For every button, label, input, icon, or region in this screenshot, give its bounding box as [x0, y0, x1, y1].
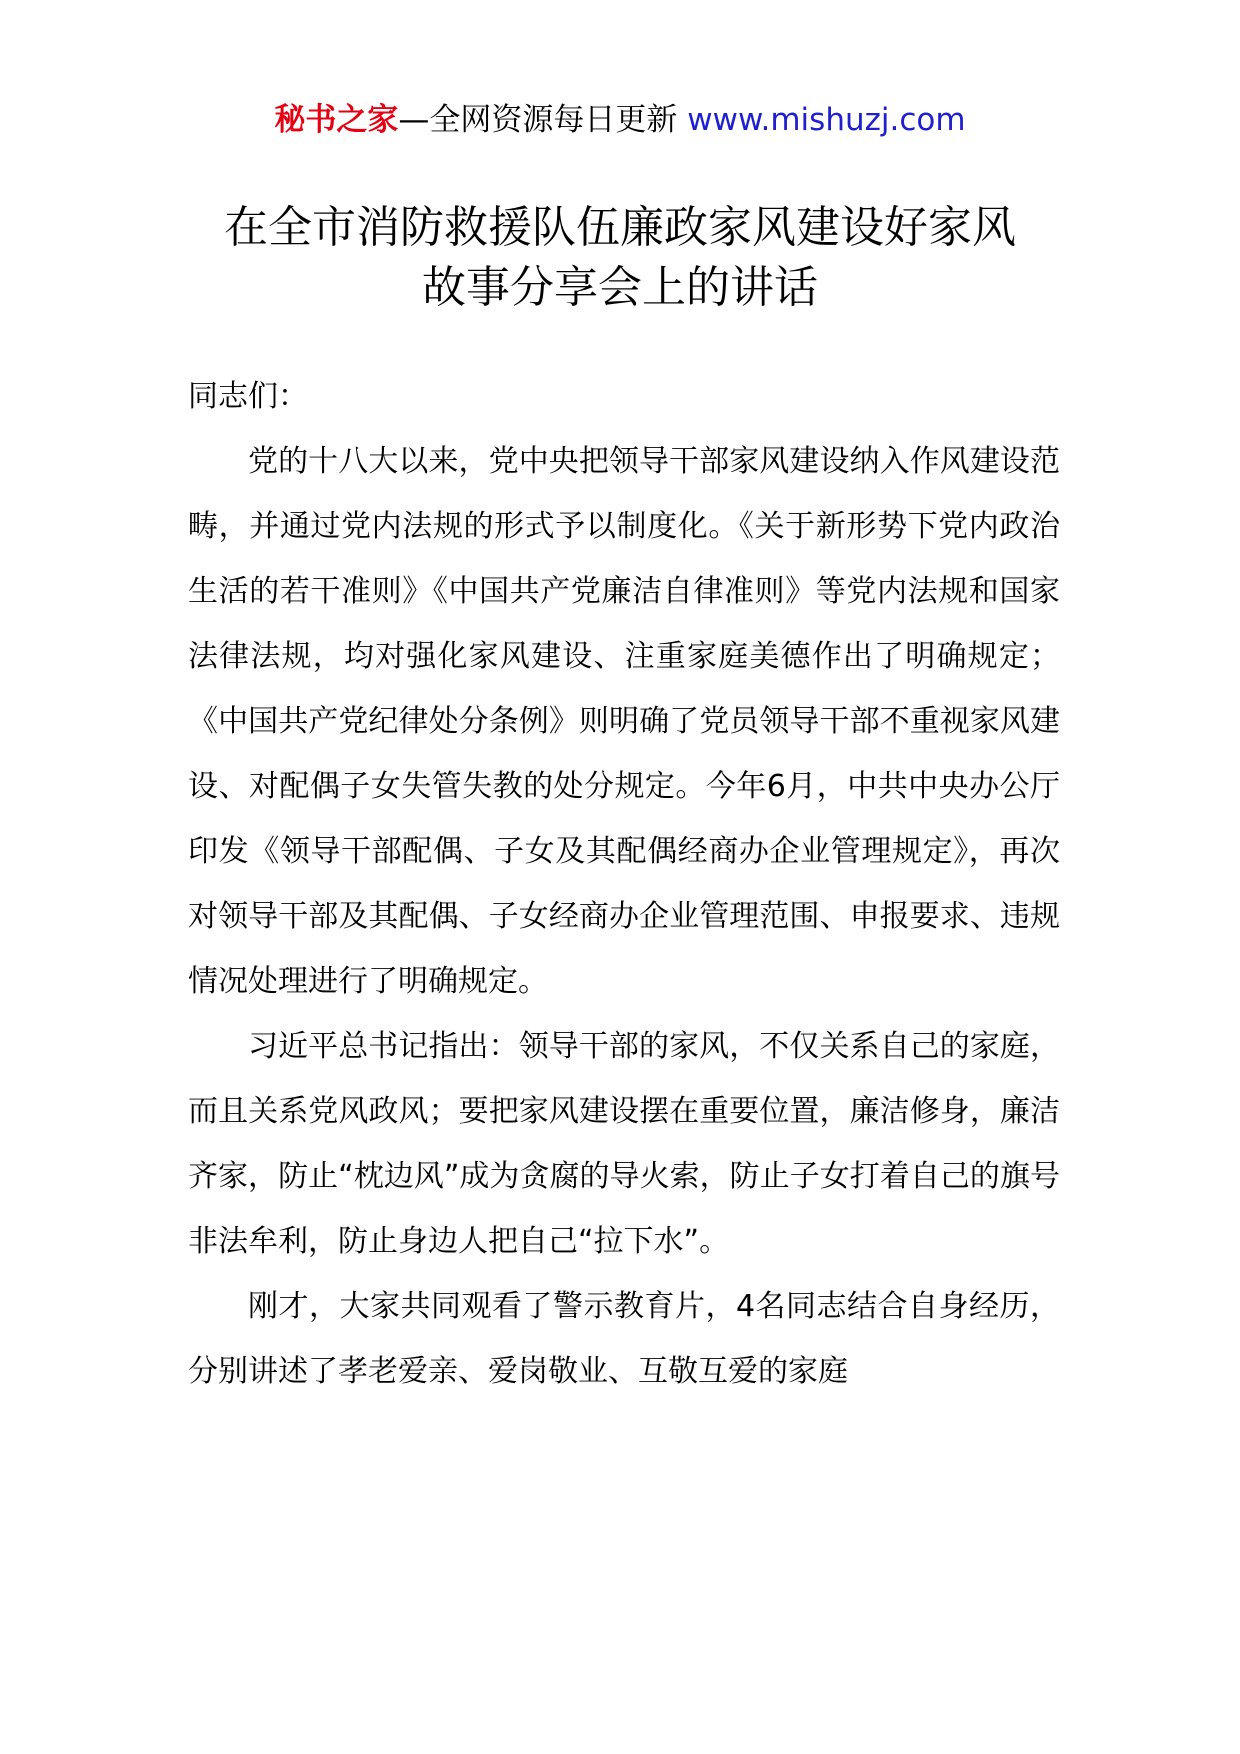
header-brand: 秘书之家 [274, 102, 399, 138]
paragraph-3: 刚才，大家共同观看了警示教育片，4名同志结合自身经历，分别讲述了孝老爱亲、爱岗敬业、互敬互爱的家庭 [188, 1289, 1060, 1389]
document-title [100, 198, 1140, 318]
document-title-line-2: 故事分享会上的讲话 [422, 262, 818, 313]
document-body [188, 364, 1060, 1404]
header-slogan: —全网资源每日更新 [398, 102, 688, 138]
salutation: 同志们： [188, 379, 308, 414]
header-url-link[interactable]: www.mishuzj.com [687, 102, 966, 138]
document-title-line-1: 在全市消防救援队伍廉政家风建设好家风 [224, 202, 1016, 253]
paragraph-1: 党的十八大以来，党中央把领导干部家风建设纳入作风建设范畴，并通过党内法规的形式予以制度化。《关于新形势下党内政治生活的若干准则》《中国共产党廉洁自律准则》等党内法规和国家法律法规，均对强化家风建设、注重家庭美德作出了明确规定；《中国共产党纪律处分条例》则明确了党员领导干部不重视家风建设、对配偶子女失管失教的处分规定。今年6月，中共中央办公厅印发《领导干部配偶、子女及其配偶经商办企业管理规定》，再次对领导干部及其配偶、子女经商办企业管理范围、申报要求、违规情况处理进行了明确规定。 [188, 444, 1060, 999]
site-header [0, 98, 1240, 142]
paragraph-2: 习近平总书记指出：领导干部的家风，不仅关系自己的家庭，而且关系党风政风；要把家风建设摆在重要位置，廉洁修身，廉洁齐家，防止“枕边风”成为贪腐的导火索，防止子女打着自己的旗号非法牟利，防止身边人把自己“拉下水”。 [188, 1029, 1060, 1259]
